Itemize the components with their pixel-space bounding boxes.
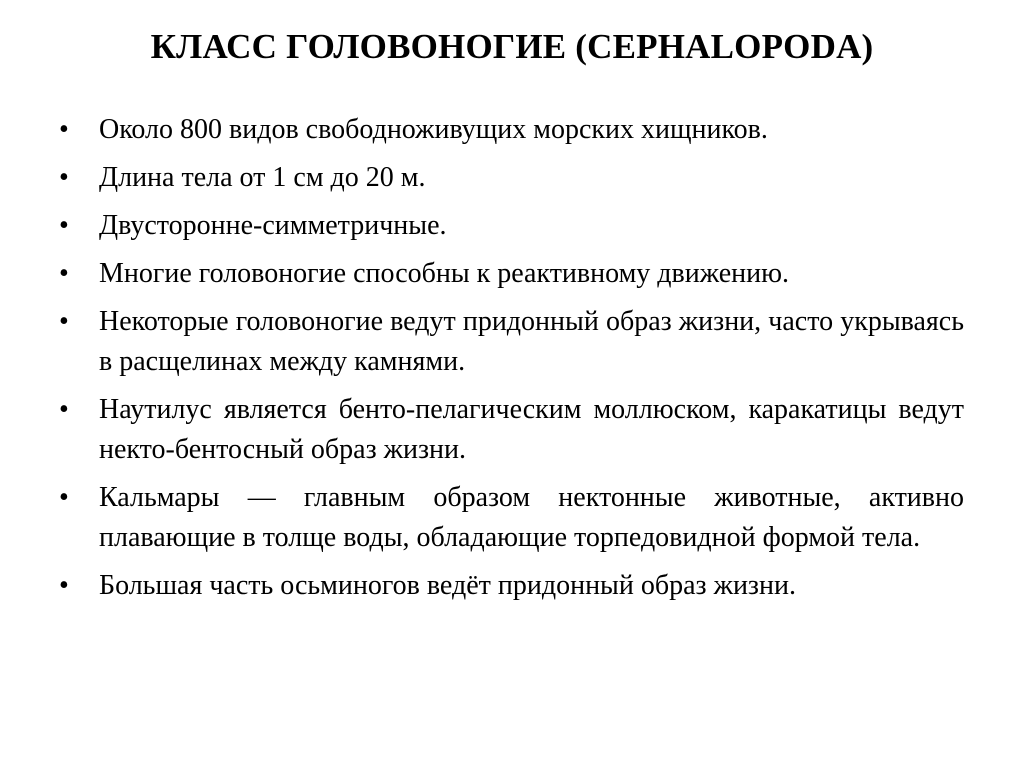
bullet-list xyxy=(59,110,964,614)
bullet-text: Двусторонне-симметричные. xyxy=(99,210,447,241)
bullet-item xyxy=(59,206,964,246)
bullet-item xyxy=(59,254,964,294)
bullet-dot-icon: • xyxy=(59,210,69,241)
bullet-dot-icon: • xyxy=(59,570,69,601)
bullet-item xyxy=(59,302,964,382)
bullet-text: Около 800 видов свободноживущих морских хищников. xyxy=(99,114,768,145)
bullet-dot-icon: • xyxy=(59,394,69,425)
bullet-item xyxy=(59,566,964,606)
bullet-item xyxy=(59,478,964,558)
bullet-text: Некоторые головоногие ведут придонный образ жизни, часто укрываясь в расщелинах между камнями. xyxy=(99,306,964,377)
bullet-dot-icon: • xyxy=(59,482,69,513)
bullet-dot-icon: • xyxy=(59,306,69,337)
bullet-text: Большая часть осьминогов ведёт придонный образ жизни. xyxy=(99,570,796,601)
bullet-dot-icon: • xyxy=(59,162,69,193)
bullet-dot-icon: • xyxy=(59,258,69,289)
bullet-text: Многие головоногие способны к реактивному движению. xyxy=(99,258,790,289)
bullet-text: Длина тела от 1 см до 20 м. xyxy=(99,162,426,193)
bullet-item xyxy=(59,390,964,470)
bullet-text: Кальмары — главным образом нектонные животные, активно плавающие в толще воды, обладающие торпедовидной формой тела. xyxy=(99,482,964,553)
bullet-dot-icon: • xyxy=(59,114,69,145)
slide-title: КЛАСС ГОЛОВОНОГИЕ (CEPHALOPODA) xyxy=(150,27,874,66)
bullet-text: Наутилус является бенто-пелагическим моллюском, каракатицы ведут некто-бентосный образ жизни. xyxy=(99,394,964,465)
bullet-item xyxy=(59,110,964,150)
bullet-item xyxy=(59,158,964,198)
